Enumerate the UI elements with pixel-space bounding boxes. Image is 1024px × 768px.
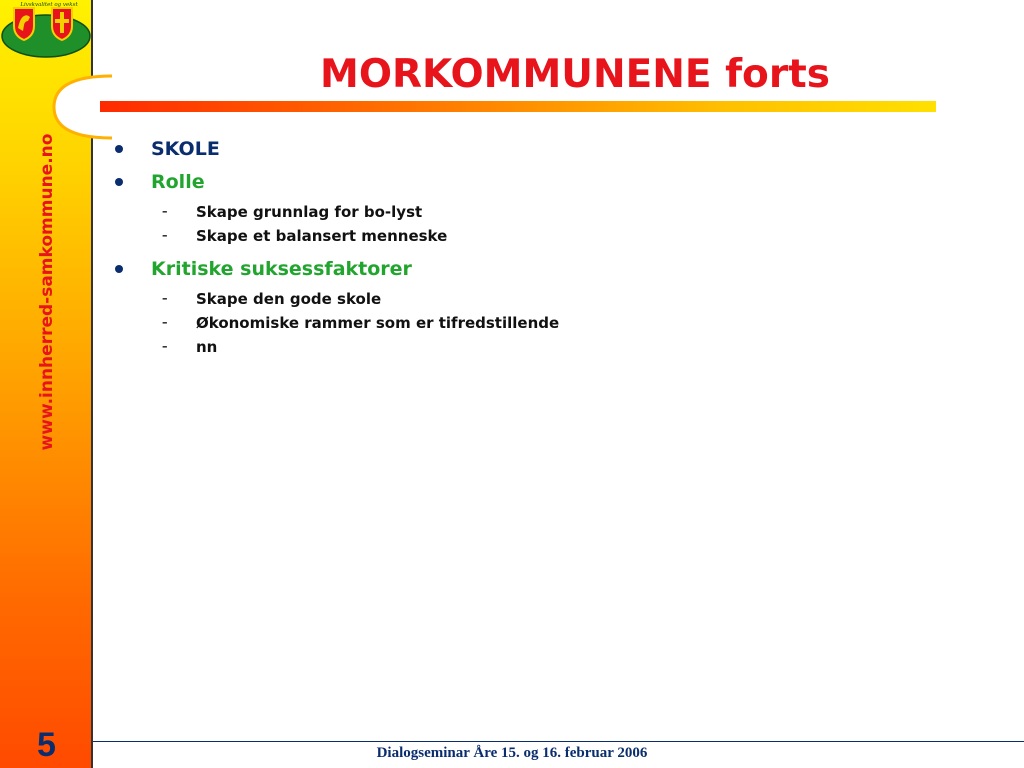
bullet-text: SKOLE: [151, 138, 220, 160]
sub-bullet-text: Skape den gode skole: [196, 290, 382, 308]
bullet-text: Kritiske suksessfaktorer: [151, 258, 412, 280]
sub-bullet-item: [112, 335, 992, 359]
website-url: www.innherred-samkommune.no: [37, 133, 57, 451]
slide-title: MORKOMMUNENE forts: [320, 52, 830, 97]
sub-bullet-item: [112, 311, 992, 335]
bullet-dot-icon: [115, 178, 123, 186]
dash-icon: –: [162, 316, 168, 329]
footer-text: Dialogseminar Åre 15. og 16. februar 2006: [376, 745, 648, 761]
bullet-dot-icon: [115, 145, 123, 153]
sub-bullet-text: Økonomiske rammer som er tifredstillende: [196, 314, 560, 332]
sub-bullet-item: [112, 200, 992, 224]
dash-icon: –: [162, 205, 168, 218]
sub-bullet-item: [112, 224, 992, 248]
bullet-text: Rolle: [151, 171, 205, 193]
sub-bullet-item: [112, 287, 992, 311]
bullet-item: [112, 167, 992, 200]
dash-icon: –: [162, 292, 168, 305]
dash-icon: –: [162, 340, 168, 353]
bullet-item: [112, 134, 992, 167]
sub-bullet-text: Skape et balansert menneske: [196, 227, 448, 245]
slide-content: [112, 134, 992, 359]
sub-bullet-text: Skape grunnlag for bo-lyst: [196, 203, 423, 221]
slide-number: 5: [37, 726, 56, 764]
footer-divider: [93, 741, 1024, 742]
logo-motto: Livskvalitet og vekst: [20, 2, 78, 8]
coat-of-arms-logo: [0, 0, 92, 62]
title-underline-bar: [100, 101, 936, 112]
bullet-item: [112, 254, 992, 287]
dash-icon: –: [162, 229, 168, 242]
bullet-dot-icon: [115, 265, 123, 273]
sub-bullet-text: nn: [196, 338, 218, 356]
